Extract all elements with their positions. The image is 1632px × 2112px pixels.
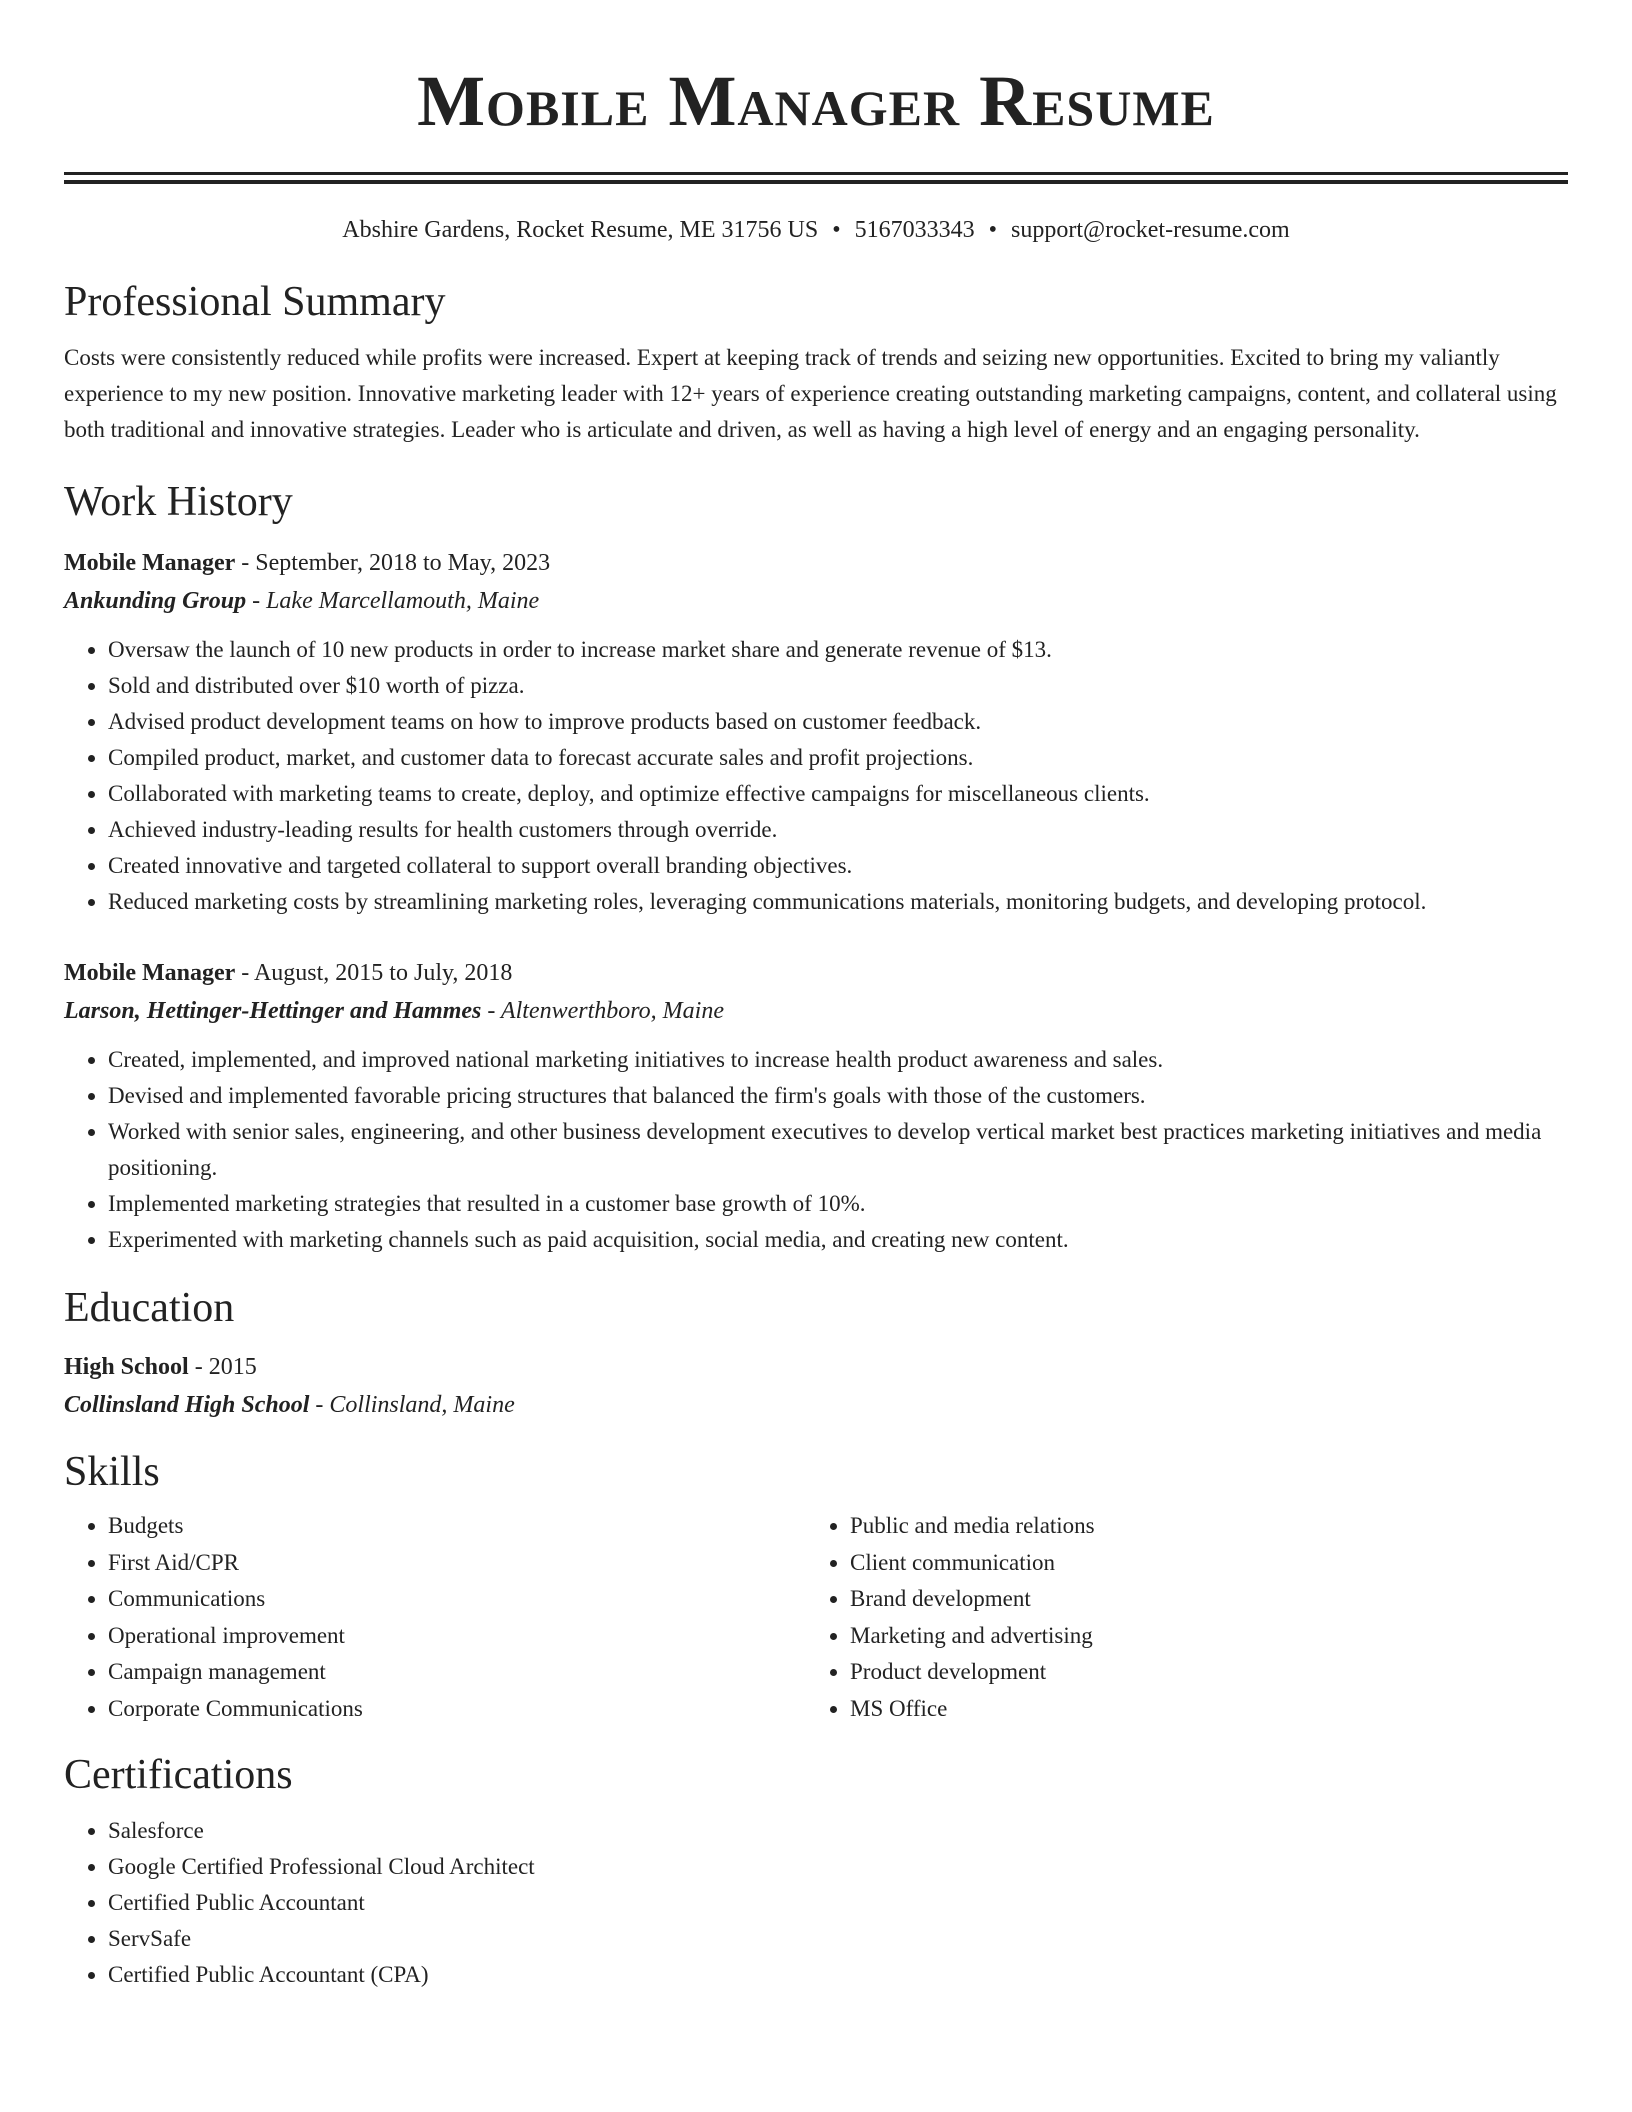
list-item: • Communications (108, 1581, 806, 1618)
contact-address: Abshire Gardens, Rocket Resume, ME 31756 US (342, 217, 819, 243)
degree-line (64, 1348, 1568, 1386)
certifications-list (64, 1813, 1568, 1993)
certifications-heading: Certifications (64, 1752, 293, 1798)
company-line (64, 992, 1568, 1030)
job-dates: - August, 2015 to July, 2018 (235, 960, 513, 986)
list-item: • Campaign management (108, 1654, 806, 1691)
list-item: • Budgets (108, 1508, 806, 1545)
school-line (64, 1386, 1568, 1424)
list-item: • Implemented marketing strategies that resulted in a customer base growth of 10%. (108, 1186, 1568, 1222)
job-dates: - September, 2018 to May, 2023 (235, 550, 551, 576)
list-item: • Corporate Communications (108, 1691, 806, 1728)
job-title-line (64, 954, 1568, 992)
list-item: • Public and media relations (850, 1508, 1548, 1545)
job-title: Mobile Manager (64, 550, 236, 576)
degree: High School (64, 1354, 189, 1380)
job-title: Mobile Manager (64, 960, 236, 986)
education-entry (64, 1348, 1568, 1424)
list-item: • Devised and implemented favorable pricing structures that balanced the firm's goals with those of the customers. (108, 1078, 1568, 1114)
company-location: - Lake Marcellamouth, Maine (246, 588, 540, 614)
list-item: • Experimented with marketing channels such as paid acquisition, social media, and creating new content. (108, 1222, 1568, 1258)
title-divider (64, 172, 1568, 184)
list-item: • Advised product development teams on how to improve products based on customer feedback. (108, 704, 1568, 740)
list-item: • Oversaw the launch of 10 new products in order to increase market share and generate revenue of $13. (108, 632, 1568, 668)
list-item: • Compiled product, market, and customer data to forecast accurate sales and profit projections. (108, 740, 1568, 776)
list-item: • MS Office (850, 1691, 1548, 1728)
list-item: • Created innovative and targeted collateral to support overall branding objectives. (108, 848, 1568, 884)
list-item: • Worked with senior sales, engineering, and other business development executives to develop vertical market best practices marketing initiatives and media positioning. (108, 1114, 1568, 1186)
summary-text: Costs were consistently reduced while profits were increased. Expert at keeping track of trends and seizing new opportunities. Excited to bring my valiantly experience to my new position. Innovative marketing leader with 12+ years of experience creating outstanding marketing campaigns, content, and collateral using both traditional and innovative strategies. Leader who is articulate and driven, as well as having a high level of energy and an engaging personality. (64, 345, 1557, 442)
education-heading: Education (64, 1285, 235, 1331)
job-title-line (64, 544, 1568, 582)
list-item: • Salesforce (108, 1813, 1568, 1849)
company-name: Ankunding Group (64, 588, 247, 614)
list-item: • Reduced marketing costs by streamlining marketing roles, leveraging communications materials, monitoring budgets, and developing protocol. (108, 884, 1568, 920)
list-item: • Brand development (850, 1581, 1548, 1618)
list-item: • ServSafe (108, 1921, 1568, 1957)
school-location: - Collinsland, Maine (309, 1392, 515, 1418)
skills-list-right (806, 1508, 1548, 1727)
job-entry (64, 544, 1568, 920)
company-name: Larson, Hettinger-Hettinger and Hammes (64, 998, 482, 1024)
contact-separator: • (832, 217, 841, 243)
contact-email: support@rocket-resume.com (1011, 217, 1290, 243)
list-item: • Certified Public Accountant (CPA) (108, 1957, 1568, 1993)
company-location: - Altenwerthboro, Maine (481, 998, 724, 1024)
contact-separator: • (988, 217, 998, 243)
list-item: • Product development (850, 1654, 1548, 1691)
list-item: • Collaborated with marketing teams to create, deploy, and optimize effective campaigns for miscellaneous clients. (108, 776, 1568, 812)
list-item: • Achieved industry-leading results for health customers through override. (108, 812, 1568, 848)
job-bullets (64, 632, 1568, 920)
graduation-year: - 2015 (188, 1354, 257, 1380)
skills-columns (64, 1508, 1568, 1727)
company-line (64, 582, 1568, 620)
skills-list-left (64, 1508, 806, 1727)
list-item: • Sold and distributed over $10 worth of pizza. (108, 668, 1568, 704)
contact-phone: 5167033343 (854, 217, 975, 243)
list-item: • Created, implemented, and improved national marketing initiatives to increase health product awareness and sales. (108, 1042, 1568, 1078)
list-item: • Client communication (850, 1545, 1548, 1582)
resume-title: Mobile Manager Resume (417, 61, 1215, 141)
contact-line (64, 214, 1568, 246)
job-bullets (64, 1042, 1568, 1258)
list-item: • Certified Public Accountant (108, 1885, 1568, 1921)
job-entry (64, 954, 1568, 1258)
list-item: • First Aid/CPR (108, 1545, 806, 1582)
list-item: • Marketing and advertising (850, 1618, 1548, 1655)
summary-heading: Professional Summary (64, 279, 446, 325)
list-item: • Google Certified Professional Cloud Architect (108, 1849, 1568, 1885)
school-name: Collinsland High School (64, 1392, 310, 1418)
work-history-heading: Work History (64, 479, 293, 525)
list-item: • Operational improvement (108, 1618, 806, 1655)
skills-heading: Skills (64, 1449, 160, 1495)
